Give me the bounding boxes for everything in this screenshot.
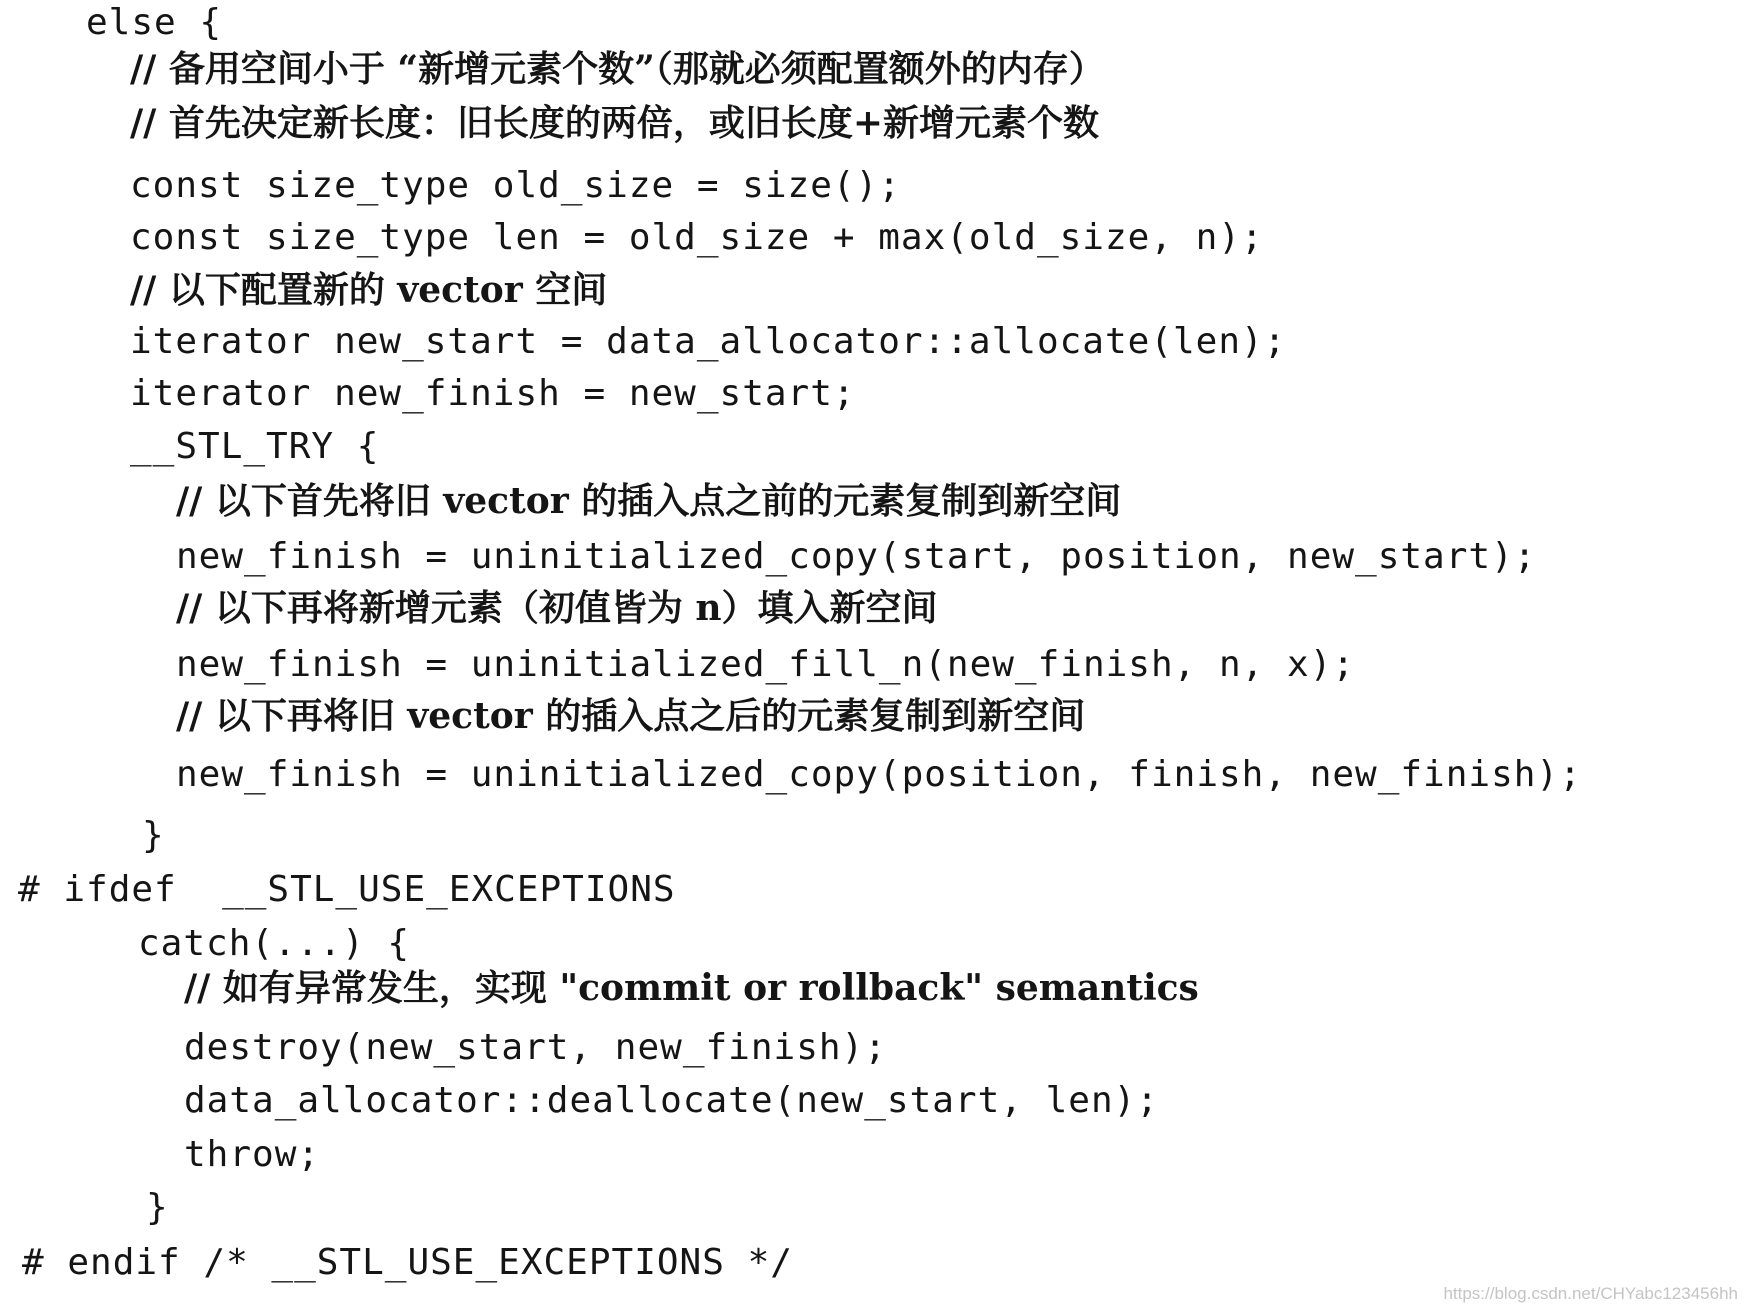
code-line-brace: } — [146, 1187, 169, 1228]
code-line-catch: catch(...) { — [138, 923, 411, 964]
code-line: new_finish = uninitialized_fill_n(new_finish, n, x); — [176, 644, 1356, 685]
code-line-try: __STL_TRY { — [130, 426, 380, 467]
code-line: const size_type len = old_size + max(old_size, n); — [130, 217, 1264, 258]
comment-line: // 以下再将新增元素（初值皆为 n）填入新空间 — [176, 587, 938, 629]
code-line: new_finish = uninitialized_copy(position, finish, new_finish); — [176, 754, 1582, 795]
code-line: destroy(new_start, new_finish); — [184, 1027, 887, 1068]
code-line: new_finish = uninitialized_copy(start, position, new_start); — [176, 536, 1537, 577]
code-line-else: else { — [86, 2, 223, 43]
code-line: const size_type old_size = size(); — [130, 165, 901, 206]
code-line: iterator new_finish = new_start; — [130, 373, 856, 414]
comment-line: // 备用空间小于 “新增元素个数”（那就必须配置额外的内存） — [130, 48, 1105, 90]
comment-line: // 以下配置新的 vector 空间 — [130, 269, 608, 311]
code-line-brace: } — [142, 815, 165, 856]
comment-line: // 首先决定新长度：旧长度的两倍，或旧长度+新增元素个数 — [130, 102, 1099, 144]
code-line: data_allocator::deallocate(new_start, len); — [184, 1080, 1159, 1121]
code-line-endif: # endif /* __STL_USE_EXCEPTIONS */ — [22, 1242, 793, 1283]
code-line-ifdef: # ifdef __STL_USE_EXCEPTIONS — [18, 869, 676, 910]
watermark-url: https://blog.csdn.net/CHYabc123456hh — [1443, 1284, 1738, 1303]
comment-line: // 如有异常发生，实现 "commit or rollback" semantics — [184, 967, 1199, 1009]
comment-line: // 以下再将旧 vector 的插入点之后的元素复制到新空间 — [176, 695, 1086, 737]
code-line: throw; — [184, 1134, 321, 1175]
comment-line: // 以下首先将旧 vector 的插入点之前的元素复制到新空间 — [176, 480, 1122, 522]
code-line: iterator new_start = data_allocator::allocate(len); — [130, 321, 1287, 362]
